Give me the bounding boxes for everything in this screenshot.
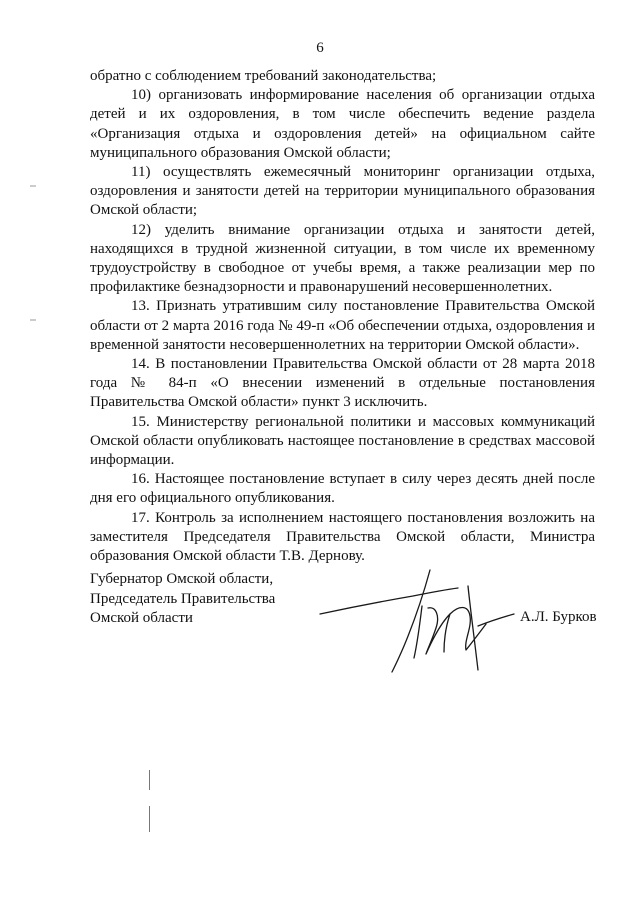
signatory-title-line: Губернатор Омской области,: [90, 571, 274, 587]
margin-mark: [148, 770, 151, 790]
document-body: [90, 67, 595, 566]
paragraph-item-10: 10) организовать информирование населения об организации отдыха детей и их оздоровления, в том числе обеспечить ведение раздела «Организация отдыха и оздоровления детей» на официальном сайте муниципального образования Омской области;: [90, 87, 595, 161]
signatory-title-line: Омской области: [90, 610, 193, 627]
paragraph-item-13: 13. Признать утратившим силу постановление Правительства Омской области от 2 марта 2016 года № 49-п «Об обеспечении отдыха, оздоровления и временной занятости несовершеннолетних на территории Омской области».: [90, 298, 595, 353]
signatory-title: [90, 570, 275, 629]
signatory-name: А.Л. Бурков: [520, 609, 597, 625]
paragraph-item-17: 17. Контроль за исполнением настоящего постановления возложить на заместителя Председателя Правительства Омской области, Министра образования Омской области Т.В. Дернову.: [90, 509, 595, 565]
signatory-title-line: Председатель Правительства: [90, 590, 276, 607]
paragraph-item-14: 14. В постановлении Правительства Омской области от 28 марта 2018 года № 84-п «О внесении изменений в отдельные постановления Правительства Омской области» пункт 3 исключить.: [90, 356, 595, 411]
handwritten-signature: [318, 566, 518, 678]
paragraph-item-16: 16. Настоящее постановление вступает в силу через десять дней после дня его официального опубликования.: [90, 471, 595, 507]
paragraph-item-15: 15. Министерству региональной политики и массовых коммуникаций Омской области опубликовать настоящее постановление в средствах массовой информации.: [90, 413, 595, 469]
margin-mark: [30, 184, 36, 188]
margin-mark: [30, 318, 36, 322]
paragraph-item-12: 12) уделить внимание организации отдыха и занятости детей, находящихся в трудной жизненной ситуации, в том числе их временному трудоустройству в свободное от учебы время, а также реализации мер по профилактике безнадзорности и правонарушений несовершеннолетних.: [90, 221, 595, 296]
paragraph-item-11: 11) осуществлять ежемесячный мониторинг организации отдыха, оздоровления и занятости детей на территории муниципального образования Омской области;: [90, 164, 595, 219]
page-number: 6: [316, 40, 324, 56]
paragraph-continuation: обратно с соблюдением требований законодательства;: [90, 68, 437, 84]
margin-mark: [148, 806, 151, 832]
